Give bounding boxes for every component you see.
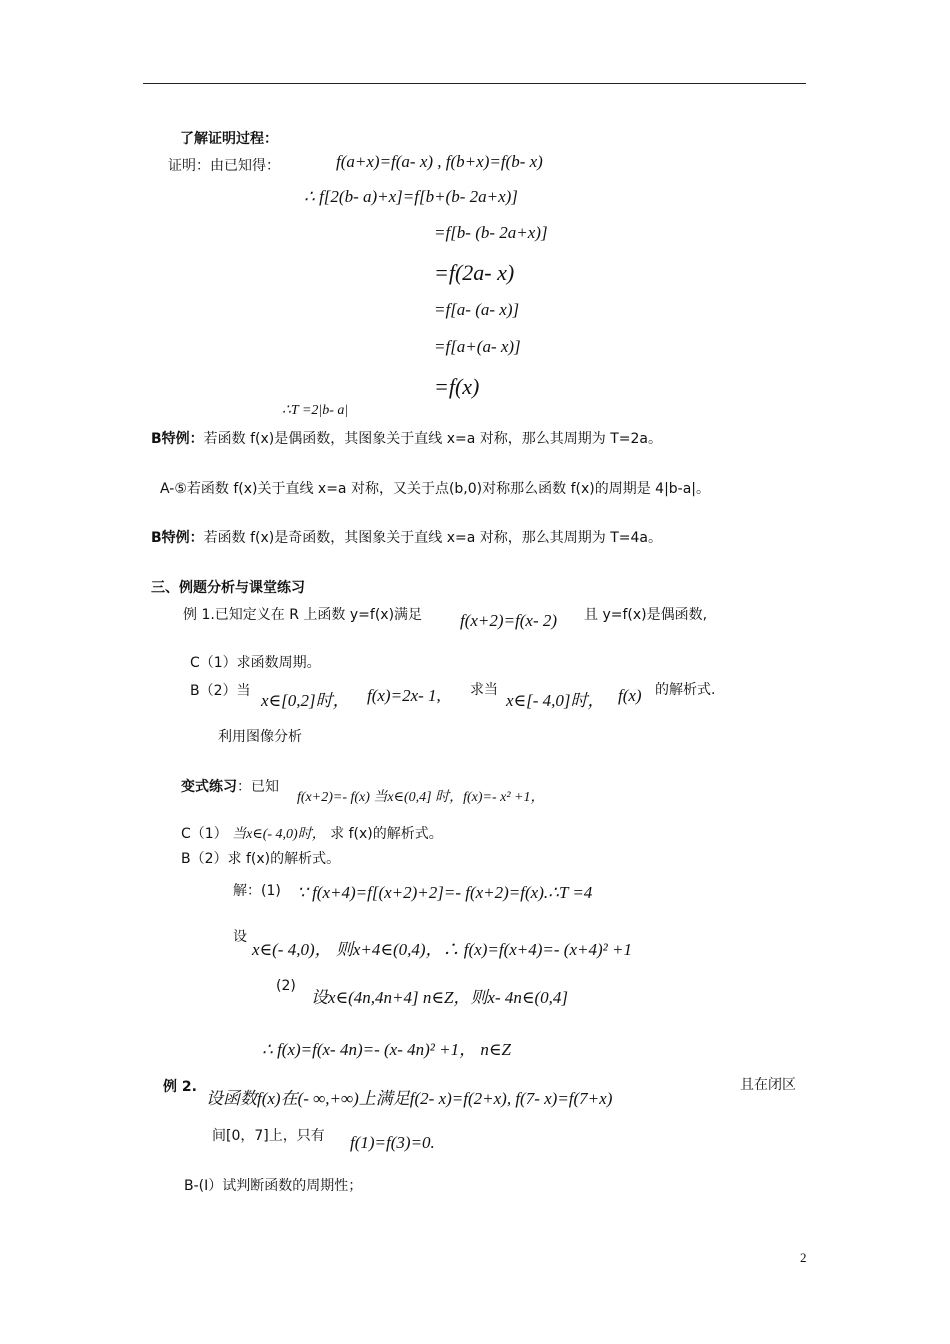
special-odd-tag: B特例： [151,530,204,546]
special-even-text: 若函数 f(x)是偶函数，其图象关于直线 x=a 对称，那么其周期为 T=2a。 [203,431,662,447]
header-rule [143,83,806,84]
example-1-q2-domain-2: x∈[- 4,0]时， [506,691,605,710]
solution-step-3: 设x∈(4n,4n+4] n∈Z，则x- 4n∈(0,4] [311,988,568,1007]
example-1-q2-end: 的解析式. [655,682,716,698]
solution-label: 解：(1) [233,883,281,899]
example-2-tag: 例 2. [163,1079,197,1095]
special-even-tag: B特例： [151,431,204,447]
variant-lead [181,776,279,796]
solution-step-2: x∈(- 4,0)， 则x+4∈(0,4)，∴ f(x)=f(x+4)=- (x+4)² +1 [252,940,632,959]
proof-conclusion: ∴T =2|b- a| [282,403,349,418]
example-2-line-2: 间[0，7]上，只有 [212,1128,325,1144]
proof-intro: 证明：由已知得： [168,158,280,174]
solution-step-2-lead: 设 [233,929,247,945]
variant-tag: 变式练习 [181,779,237,795]
example-2-line-1-end: 且在闭区 [740,1077,796,1093]
proof-step-6: =f(x) [434,374,480,399]
section-title: 三、例题分析与课堂练习 [151,580,305,596]
variant-q1-tag: C（1） [181,826,228,842]
proof-given: f(a+x)=f(a- x) , f(b+x)=f(b- x) [336,152,543,171]
proof-step-3: =f(2a- x) [434,260,515,285]
variant-q1-text: 求 f(x)的解析式。 [330,826,443,842]
example-1-q2-lead: B（2）当 [190,683,251,699]
proof-step-4: =f[a- (a- x)] [434,300,520,319]
variant-q1-domain: 当x∈(- 4,0)时， [232,827,326,842]
example-1-q2-mid: 求当 [470,682,498,698]
solution-step-4: ∴ f(x)=f(x- 4n)=- (x- 4n)² +1， n∈Z [262,1040,511,1059]
example-1-line-1-end: 且 y=f(x)是偶函数, [584,607,708,623]
variant-q2: B（2）求 f(x)的解析式。 [181,851,341,867]
example-1-q1: C（1）求函数周期。 [190,655,321,671]
special-even [151,428,662,448]
example-2-q1: B-(Ⅰ）试判断函数的周期性； [184,1178,363,1194]
proof-step-5: =f[a+(a- x)] [434,337,521,356]
proposition-5: A-⑤若函数 f(x)关于直线 x=a 对称，又关于点(b,0)对称那么函数 f(x)的周期是 4|b-a|。 [160,481,711,497]
variant-q1 [181,823,443,843]
example-1-condition: f(x+2)=f(x- 2) [460,611,558,630]
special-odd [151,527,662,547]
special-odd-text: 若函数 f(x)是奇函数，其图象关于直线 x=a 对称，那么其周期为 T=4a。 [203,530,662,546]
solution-step-3-label: (2) [276,978,296,994]
example-1-q2-fx: f(x) [618,686,642,705]
example-2-condition: 设函数f(x)在(- ∞,+∞)上满足f(2- x)=f(2+x), f(7- x)=f(7+x) [206,1089,613,1108]
example-1-line-1: 例 1.已知定义在 R 上函数 y=f(x)满足 [183,607,423,623]
page-number: 2 [800,1250,807,1265]
example-1-q2-domain: x∈[0,2]时， [261,691,350,710]
example-1-hint: 利用图像分析 [218,729,302,745]
variant-colon: ：已知 [237,779,279,795]
proof-heading: 了解证明过程： [180,131,278,147]
proof-step-1: ∴ f[2(b- a)+x]=f[b+(b- 2a+x)] [304,187,518,206]
example-2-zeros: f(1)=f(3)=0. [350,1133,435,1152]
solution-step-1: ∵ f(x+4)=f[(x+2)+2]=- f(x+2)=f(x).∴T =4 [297,883,593,902]
proof-step-2: =f[b- (b- 2a+x)] [434,223,548,242]
example-1-q2-func: f(x)=2x- 1, [367,686,441,705]
variant-condition: f(x+2)=- f(x) 当x∈(0,4] 时，f(x)=- x² +1， [297,790,545,805]
